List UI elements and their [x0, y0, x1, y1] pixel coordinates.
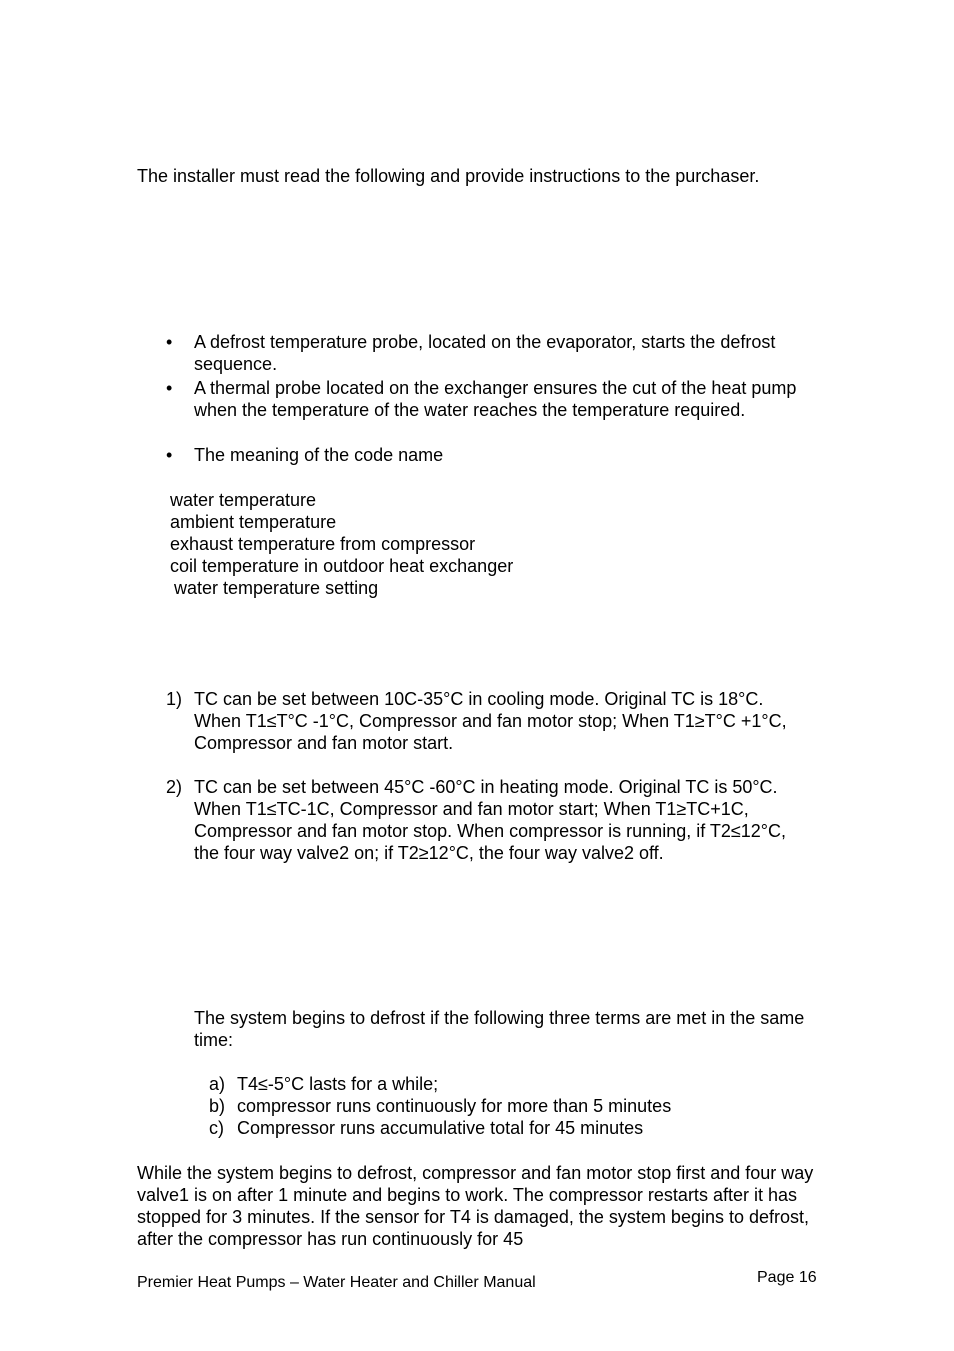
item-text: compressor runs continuously for more than 5 minutes: [237, 1096, 672, 1116]
bullet-text: A defrost temperature probe, located on the evaporator, starts the defrost sequence.: [194, 332, 776, 374]
intro-paragraph: The installer must read the following and provide instructions to the purchaser.: [137, 166, 760, 186]
code-name-item: water temperature: [170, 490, 317, 510]
bullet-text: The meaning of the code name: [194, 445, 444, 465]
item-text: T4≤-5°C lasts for a while;: [237, 1074, 439, 1094]
code-name-item: exhaust temperature from compressor: [170, 534, 476, 554]
item-number: 1): [166, 689, 183, 709]
footer-title: Premier Heat Pumps – Water Heater and Chiller Manual: [137, 1274, 536, 1291]
item-letter: a): [209, 1074, 226, 1094]
bullet-icon: •: [166, 332, 173, 352]
code-name-item: coil temperature in outdoor heat exchanger: [170, 556, 514, 576]
bullet-icon: •: [166, 378, 173, 398]
item-text: TC can be set between 10C-35°C in cooling mode. Original TC is 18°C. When T1≤T°C -1°C, Compressor and fan motor stop; When T1≥T°C +1°C, Compressor and fan motor start.: [194, 689, 787, 753]
bullet-icon: •: [166, 445, 173, 465]
item-text: Compressor runs accumulative total for 45 minutes: [237, 1118, 644, 1138]
page-number: Page 16: [757, 1269, 817, 1286]
defrost-paragraph: While the system begins to defrost, compressor and fan motor stop first and four way valve1 is on after 1 minute and begins to work. The compressor restarts after it has stopped for 3 minutes. If the sensor for T4 is damaged, the system begins to defrost, after the compressor has run continuously for 45: [137, 1163, 814, 1249]
item-letter: c): [209, 1118, 224, 1138]
item-letter: b): [209, 1096, 226, 1116]
bullet-text: A thermal probe located on the exchanger ensures the cut of the heat pump when the temperature of the water reaches the temperature required.: [194, 378, 797, 420]
code-name-item: ambient temperature: [170, 512, 337, 532]
defrost-intro: The system begins to defrost if the following three terms are met in the same time:: [194, 1008, 805, 1050]
item-number: 2): [166, 777, 183, 797]
code-name-item: water temperature setting: [174, 578, 379, 598]
item-text: TC can be set between 45°C -60°C in heating mode. Original TC is 50°C. When T1≤TC-1C, Compressor and fan motor start; When T1≥TC+1C, Compressor and fan motor stop. When compressor is running, if T2≤12°C, the four way valve2 on; if T2≥12°C, the four way valve2 off.: [194, 777, 786, 863]
